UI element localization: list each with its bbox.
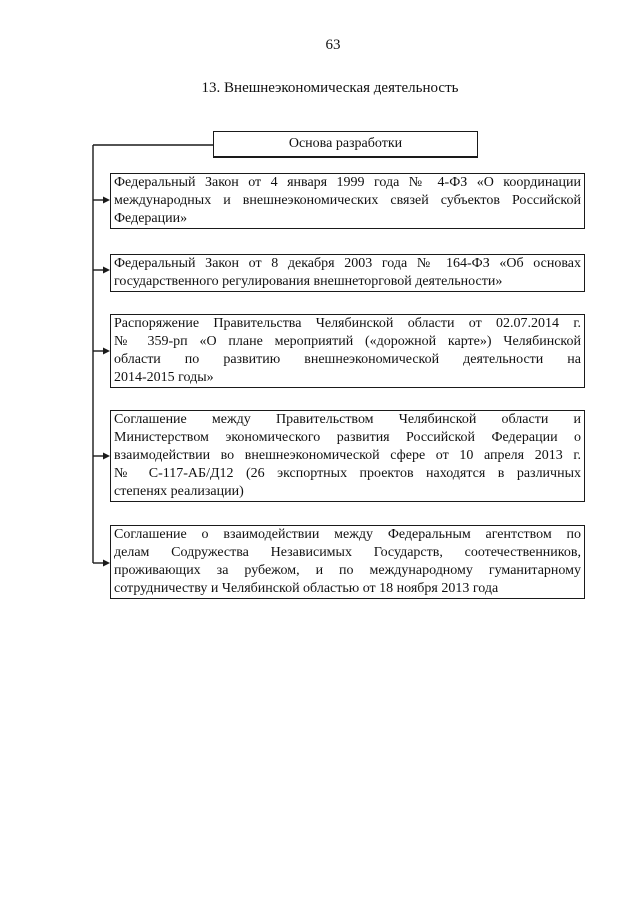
arrow-to-box-2: [93, 267, 110, 274]
box-line: государственного регулирования внешнеторговой деятельности»: [114, 274, 503, 289]
box-line: Федеральный Закон от 4 января 1999 года № 4-ФЗ «О координации: [114, 175, 581, 190]
box-line: № 359-рп «О плане мероприятий («дорожной карте») Челябинской: [114, 334, 581, 349]
box-line: взаимодействии во внешнеэкономической сфере от 10 апреля 2013 г.: [114, 448, 581, 463]
box-line: делам Содружества Независимых Государств, соотечественников,: [114, 545, 581, 560]
box-line: Федерации»: [114, 211, 188, 226]
box-line: 2014-2015 годы»: [114, 370, 214, 385]
box-line: № С-117-АБ/Д12 (26 экспортных проектов находятся в различных: [114, 466, 581, 481]
root-box-basis: Основа разработки: [213, 131, 478, 158]
box-line: области по развитию внешнеэкономической деятельности на: [114, 352, 581, 367]
page-number: 63: [325, 37, 341, 53]
basis-box-federal-law-4fz: [110, 173, 585, 229]
box-line: степенях реализации): [114, 484, 244, 499]
arrow-to-box-5: [93, 560, 110, 567]
arrow-to-box-4: [93, 453, 110, 460]
basis-box-agreement-agency: [110, 525, 585, 599]
basis-box-agreement-ministry: [110, 410, 585, 502]
box-line: международных и внешнеэкономических связей субъектов Российской: [114, 193, 581, 208]
section-heading: 13. Внешнеэкономическая деятельность: [201, 80, 459, 96]
basis-box-federal-law-164fz: [110, 254, 585, 292]
box-line: Соглашение между Правительством Челябинской области и: [114, 412, 581, 427]
box-line: проживающих за рубежом, и по международному гуманитарному: [114, 563, 581, 578]
box-line: Министерством экономического развития Российской Федерации о: [114, 430, 581, 445]
box-line: сотрудничеству и Челябинской областью от 18 ноября 2013 года: [114, 581, 499, 596]
box-line: Федеральный Закон от 8 декабря 2003 года № 164-ФЗ «Об основах: [114, 256, 581, 271]
arrow-to-box-3: [93, 348, 110, 355]
arrow-to-box-1: [93, 197, 110, 204]
box-line: Соглашение о взаимодействии между Федеральным агентством по: [114, 527, 581, 542]
box-line: Распоряжение Правительства Челябинской области от 02.07.2014 г.: [114, 316, 581, 331]
basis-box-government-order-359rp: [110, 314, 585, 388]
